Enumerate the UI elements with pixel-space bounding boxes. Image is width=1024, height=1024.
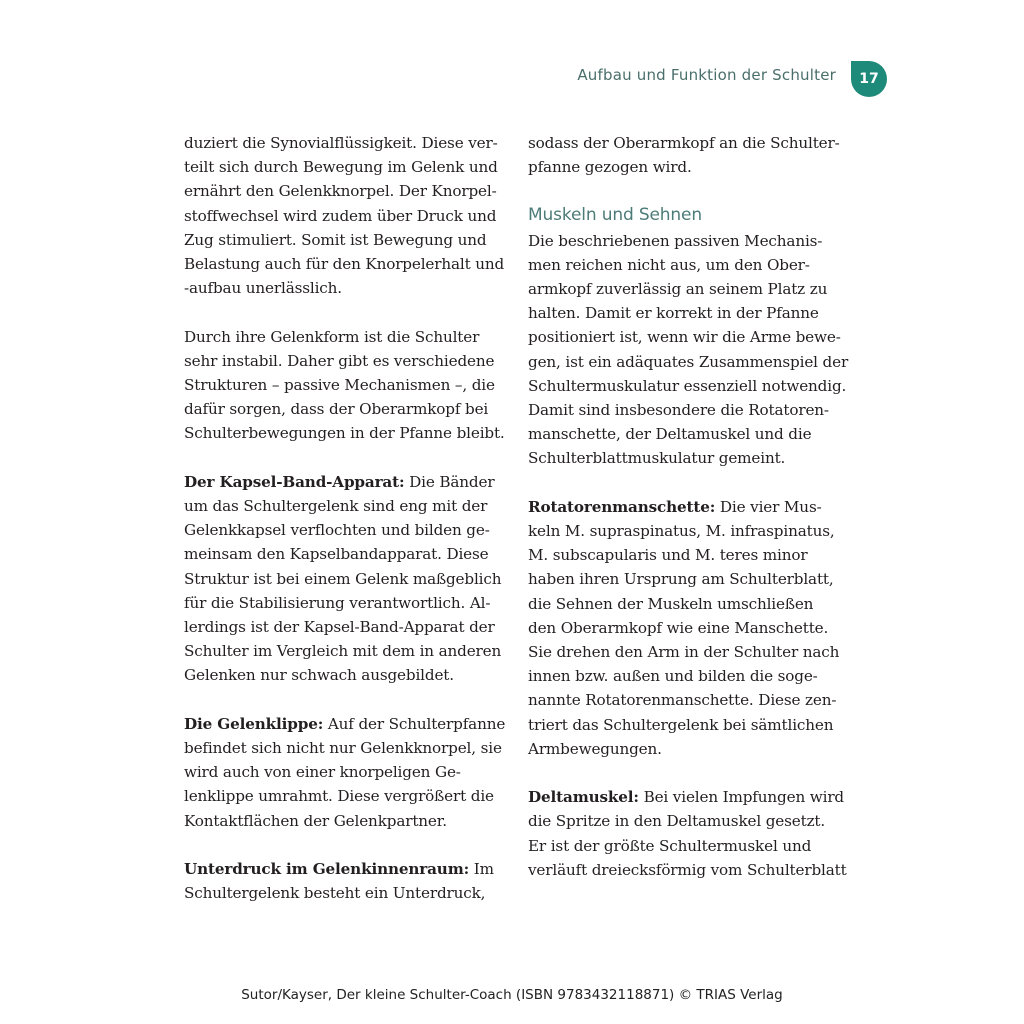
- text-line: [184, 857, 500, 881]
- text-line: Er ist der größte Schultermuskel und: [528, 836, 812, 855]
- text-line: meinsam den Kapselbandapparat. Diese: [184, 545, 489, 564]
- text-line: lenklippe umrahmt. Diese vergrößert die: [184, 787, 494, 806]
- text-line: M. subscapularis und M. teres minor: [528, 546, 808, 565]
- text-line: Schulterbewegungen in der Pfanne bleibt.: [184, 424, 505, 443]
- text-line: triert das Schultergelenk bei sämtlichen: [528, 715, 834, 734]
- paragraph-gelenkform: [184, 325, 505, 446]
- text-line: positioniert ist, wenn wir die Arme bewe-: [528, 328, 841, 347]
- text-line: befindet sich nicht nur Gelenkknorpel, sie: [184, 739, 502, 758]
- text-line: men reichen nicht aus, um den Ober-: [528, 255, 810, 274]
- text-line: Schultergelenk besteht ein Unterdruck,: [184, 884, 486, 903]
- term-rotatorenmanschette: Rotatorenmanschette:: [528, 497, 716, 516]
- text-line: keln M. supraspinatus, M. infraspinatus,: [528, 522, 835, 541]
- text-line: pfanne gezogen wird.: [528, 158, 692, 177]
- text-run: Auf der Schulterpfanne: [323, 714, 506, 733]
- text-line: die Spritze in den Deltamuskel gesetzt.: [528, 812, 826, 831]
- text-line: sehr instabil. Daher gibt es verschiedene: [184, 351, 495, 370]
- text-line: Kontaktflächen der Gelenkpartner.: [184, 811, 447, 830]
- text-line: Schulterblattmuskulatur gemeint.: [528, 449, 786, 468]
- text-line: den Oberarmkopf wie eine Manschette.: [528, 618, 829, 637]
- text-line: die Sehnen der Muskeln umschließen: [528, 594, 814, 613]
- text-line: verläuft dreiecksförmig vom Schulterblatt: [528, 860, 847, 879]
- paragraph-continuation: [528, 131, 846, 179]
- paragraph-unterdruck: [184, 857, 500, 905]
- text-line: manschette, der Deltamuskel und die: [528, 425, 812, 444]
- text-line: teilt sich durch Bewegung im Gelenk und: [184, 158, 498, 177]
- term-kapsel-band-apparat: Der Kapsel-Band-Apparat:: [184, 472, 405, 491]
- text-line: Gelenkkapsel verflochten und bilden ge-: [184, 521, 490, 540]
- text-line: Schulter im Vergleich mit dem in anderen: [184, 642, 502, 661]
- text-line: sodass der Oberarmkopf an die Schulter-: [528, 134, 840, 152]
- text-line: Damit sind insbesondere die Rotatoren-: [528, 401, 829, 420]
- term-gelenklippe: Die Gelenklippe:: [184, 714, 324, 733]
- text-run: Die Bänder: [404, 472, 495, 491]
- term-deltamuskel: Deltamuskel:: [528, 788, 639, 807]
- text-line: für die Stabilisierung verantwortlich. Al-: [184, 593, 491, 612]
- text-line: Struktur ist bei einem Gelenk maßgeblich: [184, 569, 502, 588]
- text-line: halten. Damit er korrekt in der Pfanne: [528, 304, 819, 323]
- text-run: Bei vielen Impfungen wird: [638, 788, 844, 807]
- text-line: Belastung auch für den Knorpelerhalt und: [184, 255, 505, 274]
- page-number-badge: 17: [851, 61, 887, 97]
- text-line: [528, 785, 846, 809]
- text-line: wird auch von einer knorpeligen Ge-: [184, 763, 461, 782]
- text-line: -aufbau unerlässlich.: [184, 279, 342, 298]
- footer-citation: Sutor/Kayser, Der kleine Schulter-Coach (ISBN 9783432118871) © TRIAS Verlag: [241, 987, 783, 1003]
- text-line: armkopf zuverlässig an seinem Platz zu: [528, 280, 828, 298]
- text-line: Gelenken nur schwach ausgebildet.: [184, 666, 454, 685]
- left-column: [184, 131, 506, 930]
- text-line: um das Schultergelenk sind eng mit der: [184, 497, 488, 516]
- text-line: [184, 470, 500, 494]
- text-line: innen bzw. außen und bilden die soge-: [528, 667, 818, 686]
- right-column: [528, 131, 849, 906]
- text-line: lerdings ist der Kapsel-Band-Apparat der: [184, 618, 495, 637]
- paragraph-rotatorenmanschette: [528, 495, 846, 761]
- text-line: Die beschriebenen passiven Mechanis-: [528, 231, 823, 250]
- text-line: dafür sorgen, dass der Oberarmkopf bei: [184, 400, 489, 419]
- text-line: Durch ihre Gelenkform ist die Schulter: [184, 327, 480, 346]
- paragraph-gelenklippe: [184, 712, 506, 833]
- text-line: Sie drehen den Arm in der Schulter nach: [528, 643, 840, 662]
- paragraph-muskeln: [528, 229, 849, 471]
- text-line: [184, 712, 506, 736]
- text-line: ernährt den Gelenkknorpel. Der Knorpel-: [184, 182, 497, 201]
- text-line: Strukturen – passive Mechanismen –, die: [184, 376, 495, 395]
- section-heading: Muskeln und Sehnen: [528, 204, 702, 225]
- text-line: Armbewegungen.: [528, 739, 662, 758]
- text-line: haben ihren Ursprung am Schulterblatt,: [528, 570, 834, 589]
- text-line: Zug stimuliert. Somit ist Bewegung und: [184, 230, 487, 249]
- paragraph-synovial: [184, 131, 505, 300]
- text-line: nannte Rotatorenmanschette. Diese zen-: [528, 691, 837, 710]
- paragraph-kapsel-band-apparat: [184, 470, 500, 688]
- text-line: Schultermuskulatur essenziell notwendig.: [528, 376, 847, 395]
- text-line: stoffwechsel wird zudem über Druck und: [184, 206, 497, 225]
- text-run: Die vier Mus-: [715, 497, 822, 516]
- running-title: Aufbau und Funktion der Schulter: [577, 66, 836, 84]
- text-line: gen, ist ein adäquates Zusammenspiel der: [528, 352, 849, 371]
- paragraph-deltamuskel: [528, 785, 846, 882]
- term-unterdruck: Unterdruck im Gelenkinnenraum:: [184, 860, 470, 879]
- text-run: Im: [469, 860, 494, 879]
- text-line: duziert die Synovialflüssigkeit. Diese ver-: [184, 134, 498, 152]
- text-line: [528, 495, 846, 519]
